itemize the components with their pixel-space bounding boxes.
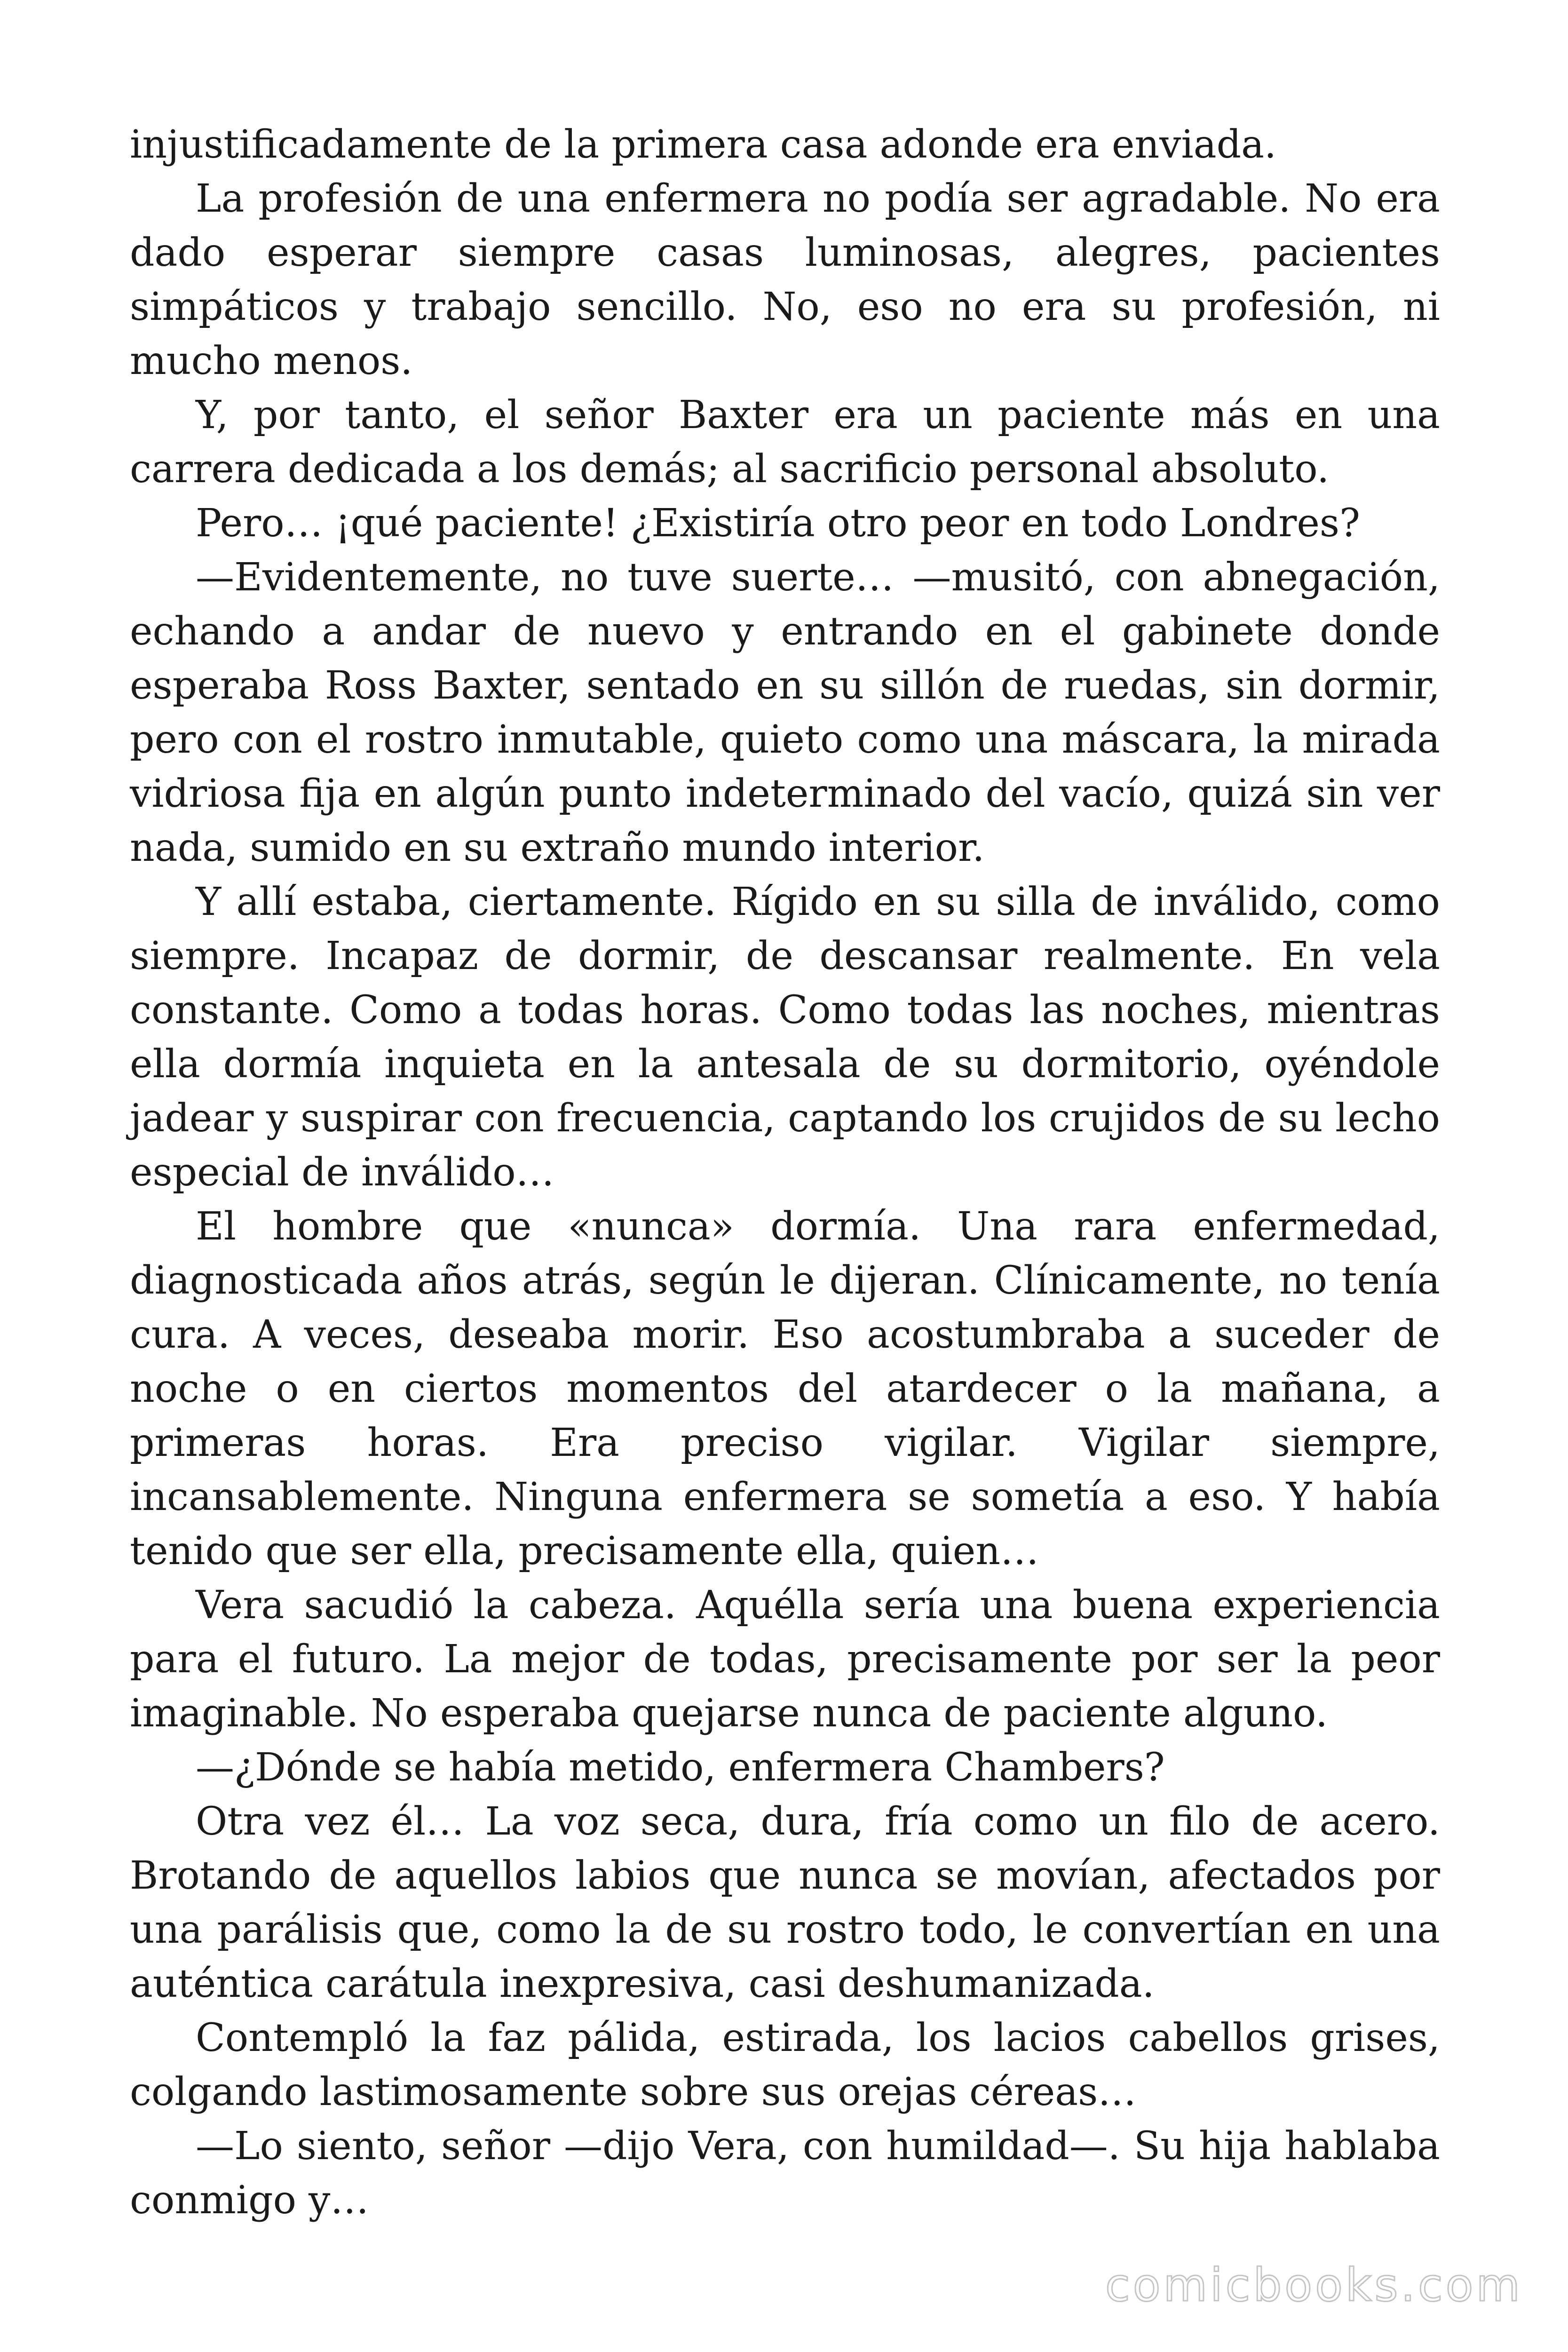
paragraph: Otra vez él… La voz seca, dura, fría como un filo de acero. Brotando de aquellos labios que nunca se movían, afectados por una parálisis que, como la de su rostro todo, le convertían en una auténtica carátula inexpresiva, casi deshumanizada. — [130, 1799, 1440, 2006]
paragraph: —Evidentemente, no tuve suerte… —musitó, con abnegación, echando a andar de nuevo y entrando en el gabinete donde esperaba Ross Baxter, sentado en su sillón de ruedas, sin dormir, pero con el rostro inmutable, quieto como una máscara, la mirada vidriosa fija en algún punto indeterminado del vacío, quizá sin ver nada, sumido en su extraño mundo interior. — [130, 555, 1440, 870]
page-body — [130, 118, 1440, 2227]
paragraph: Y allí estaba, ciertamente. Rígido en su silla de inválido, como siempre. Incapaz de dormir, de descansar realmente. En vela constante. Como a todas horas. Como todas las noches, mientras ella dormía inquieta en la antesala de su dormitorio, oyéndole jadear y suspirar con frecuencia, captando los crujidos de su lecho especial de inválido… — [130, 880, 1440, 1195]
paragraph: Contempló la faz pálida, estirada, los lacios cabellos grises, colgando lastimosamente sobre sus orejas céreas… — [130, 2016, 1440, 2114]
paragraph: —Lo siento, señor —dijo Vera, con humildad—. Su hija hablaba conmigo y… — [130, 2124, 1440, 2223]
paragraph: Pero… ¡qué paciente! ¿Existiría otro peor en todo Londres? — [196, 501, 1360, 546]
watermark: comicbooks.com — [1105, 2259, 1523, 2312]
paragraph: El hombre que «nunca» dormía. Una rara enfermedad, diagnosticada años atrás, según le dijeran. Clínicamente, no tenía cura. A veces, deseaba morir. Eso acostumbraba a suceder de noche o en ciertos momentos del atardecer o la mañana, a primeras horas. Era preciso vigilar. Vigilar siempre, incansablemente. Ninguna enfermera se sometía a eso. Y había tenido que ser ella, precisamente ella, quien… — [130, 1204, 1440, 1573]
paragraph: Vera sacudió la cabeza. Aquélla sería una buena experiencia para el futuro. La mejor de todas, precisamente por ser la peor imaginable. No esperaba quejarse nunca de paciente alguno. — [130, 1583, 1440, 1736]
paragraph: La profesión de una enfermera no podía ser agradable. No era dado esperar siempre casas luminosas, alegres, pacientes simpáticos y trabajo sencillo. No, eso no era su profesión, ni mucho menos. — [130, 176, 1440, 383]
paragraph: —¿Dónde se había metido, enfermera Chambers? — [196, 1745, 1165, 1790]
paragraph: Y, por tanto, el señor Baxter era un paciente más en una carrera dedicada a los demás; al sacrificio personal absoluto. — [130, 393, 1440, 492]
paragraph: injustificadamente de la primera casa adonde era enviada. — [130, 122, 1277, 167]
